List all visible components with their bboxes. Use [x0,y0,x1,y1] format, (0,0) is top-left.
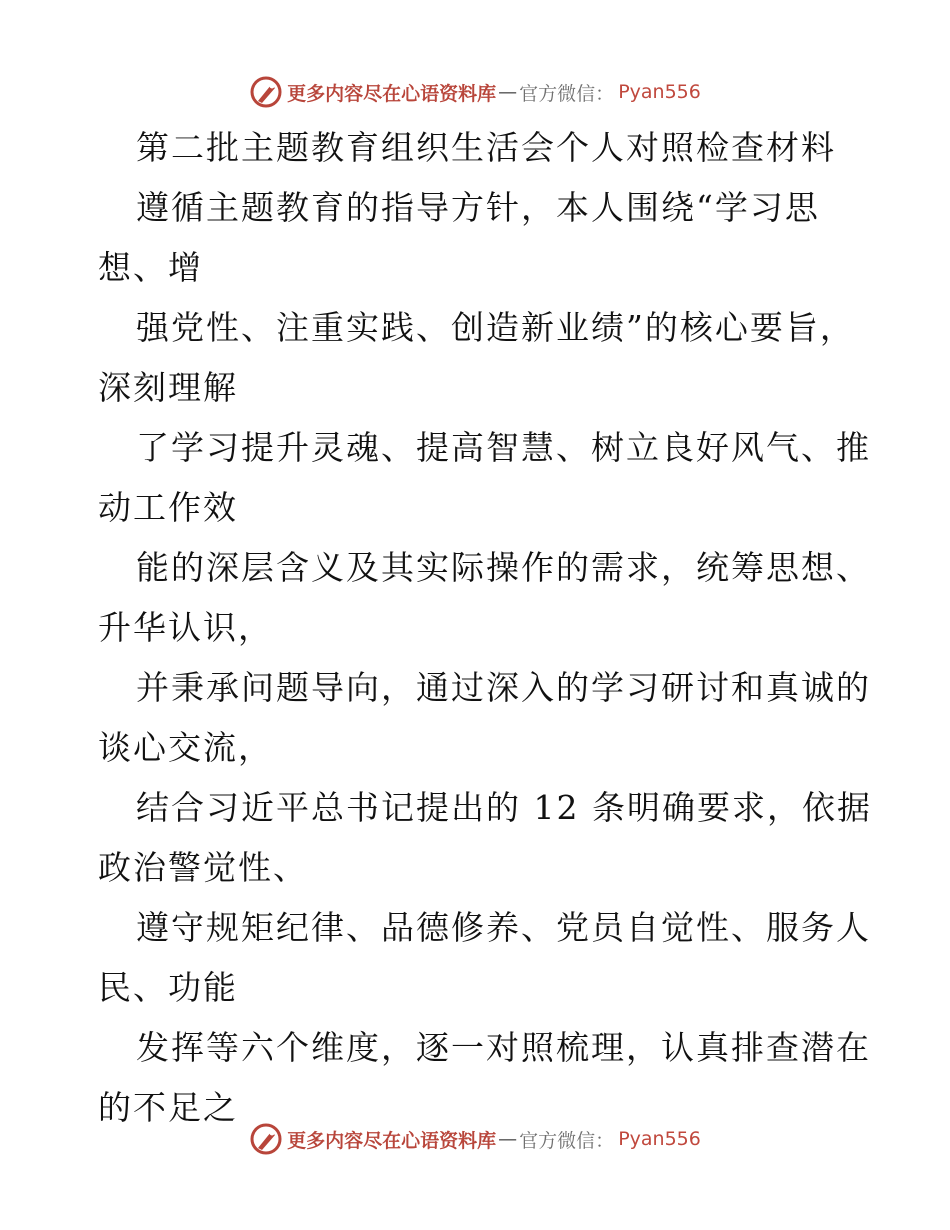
watermark-separator: — [498,81,518,103]
document-lines [98,178,872,1138]
document-title: 第二批主题教育组织生活会个人对照检查材料 [136,128,836,167]
document-line: 发挥等六个维度，逐一对照梳理，认真排查潜在 [136,1028,871,1067]
document-line: 民、功能 [98,968,238,1007]
document-line: 了学习提升灵魂、提高智慧、树立良好风气、推 [136,428,871,467]
document-line: 结合习近平总书记提出的 12 条明确要求，依据 [136,788,872,827]
watermark-wechat-label: 官方微信： [519,1129,615,1152]
document-line: 遵守规矩纪律、品德修养、党员自觉性、服务人 [136,908,871,947]
document-line: 政治警觉性、 [98,848,308,887]
watermark-site-text: 更多内容尽在心语资料库 [287,82,497,105]
document-body [98,118,872,1138]
document-line: 想、增 [98,248,203,287]
document-line: 能的深层含义及其实际操作的需求，统筹思想、 [136,548,871,587]
footer-watermark [0,1119,950,1159]
document-line: 强党性、注重实践、创造新业绩”的核心要旨， [136,308,855,347]
header-watermark [0,72,950,112]
watermark-wechat-id: Pyan556 [618,1128,701,1150]
pen-logo-icon [249,1122,283,1156]
document-line: 升华认识， [98,608,273,647]
watermark-site-text: 更多内容尽在心语资料库 [287,1129,497,1152]
document-line: 深刻理解 [98,368,238,407]
document-line: 并秉承问题导向，通过深入的学习研讨和真诚的 [136,668,871,707]
document-line: 动工作效 [98,488,238,527]
pen-logo-icon [249,75,283,109]
watermark-wechat-label: 官方微信： [519,82,615,105]
watermark-separator: — [498,1128,518,1150]
watermark-wechat-id: Pyan556 [618,81,701,103]
document-line: 的不足之 [98,1088,238,1127]
document-line: 谈心交流， [98,728,273,767]
document-line: 遵循主题教育的指导方针，本人围绕“学习思 [136,188,820,227]
